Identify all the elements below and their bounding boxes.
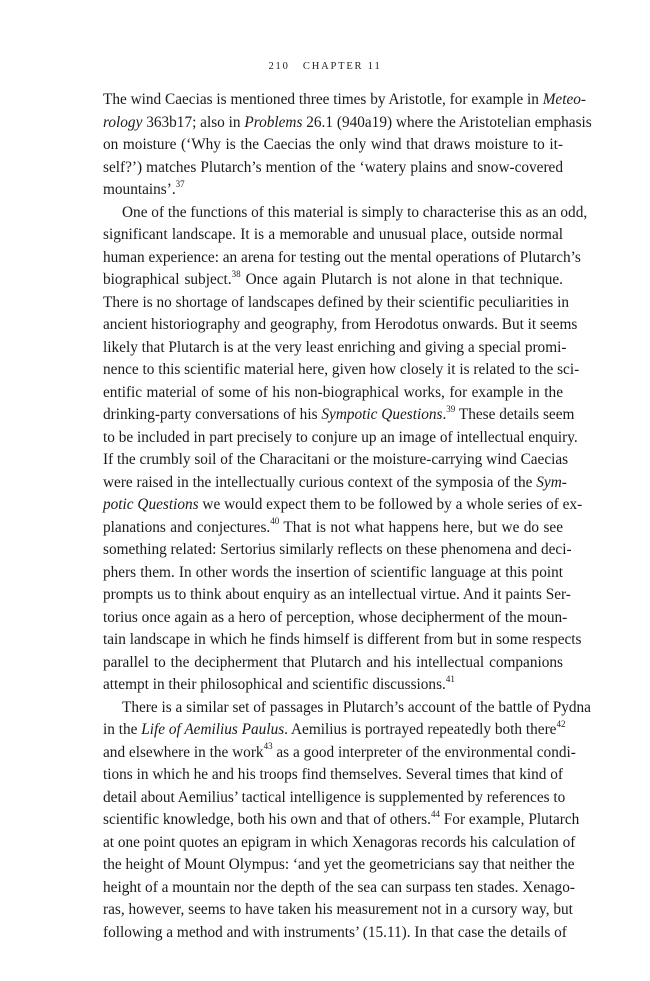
footnote-ref: 38 — [231, 268, 241, 279]
text-segment: human experience: an arena for testing out the mental operations of Plutarch’s — [103, 248, 581, 266]
text-segment: mountains’. — [103, 181, 176, 198]
italic-text: Problems — [244, 113, 303, 131]
text-segment: tain landscape in which he finds himself is different from but in some respects — [103, 631, 582, 648]
italic-text: Sym- — [536, 473, 567, 491]
text-line — [103, 764, 563, 787]
footnote-ref: 41 — [445, 673, 455, 684]
text-segment: to be included in part precisely to conjure up an image of intellectual enquiry. — [103, 428, 578, 446]
text-segment: we would expect them to be followed by a whole series of ex- — [198, 496, 583, 513]
text-segment: and elsewhere in the work — [103, 743, 264, 761]
text-segment: If the crumbly soil of the Characitani or the moisture-carrying wind Caecias — [103, 451, 569, 468]
text-segment: attempt in their philosophical and scientific discussions. — [103, 676, 446, 693]
footnote-ref: 37 — [175, 178, 185, 189]
text-segment: nence to this scientific material here, given how closely it is related to the sci- — [103, 361, 580, 378]
text-line — [103, 157, 563, 180]
text-segment: phers them. In other words the insertion of scientific language at this point — [103, 563, 563, 581]
page-number: 210 — [268, 61, 290, 72]
text-line — [103, 202, 588, 225]
text-segment: The wind Caecias is mentioned three times by Aristotle, for example in — [103, 91, 543, 108]
body-text — [103, 89, 592, 944]
text-segment: prompts us to think about enquiry as an intellectual virtue. And it paints Ser- — [103, 586, 571, 603]
text-line — [103, 112, 592, 135]
footnote-ref: 40 — [270, 516, 280, 527]
text-line — [103, 922, 567, 945]
text-line — [103, 854, 575, 877]
text-segment: There is no shortage of landscapes defined by their scientific peculiarities in — [103, 293, 569, 311]
text-line — [103, 899, 573, 922]
text-segment: on moisture (‘Why is the Caecias the only wind that draws moisture to it- — [103, 136, 563, 153]
text-segment: torius once again as a hero of perception, whose decipherment of the moun- — [103, 608, 568, 626]
text-segment: For example, Plutarch — [439, 811, 580, 828]
text-line — [103, 539, 572, 562]
text-line — [103, 403, 575, 427]
text-line — [103, 382, 563, 405]
footnote-ref: 39 — [446, 403, 456, 414]
text-segment: the height of Mount Olympus: ‘and yet the geometricians say that neither the — [103, 856, 575, 873]
text-line — [103, 472, 567, 495]
text-line — [103, 718, 566, 742]
text-line — [103, 607, 568, 630]
text-line — [103, 224, 563, 247]
text-line — [103, 697, 591, 720]
text-line — [103, 517, 563, 540]
text-segment: 363b17; also in — [142, 113, 245, 131]
text-segment: ras, however, seems to have taken his measurement not in a cursory way, but — [103, 901, 573, 918]
italic-text: rology — [103, 113, 143, 131]
text-line — [103, 134, 563, 157]
text-segment: drinking-party conversations of his — [103, 406, 322, 423]
text-segment: One of the functions of this material is simply to characterise this as an odd, — [122, 203, 588, 221]
text-line — [103, 629, 582, 652]
text-line — [103, 314, 578, 337]
text-segment: in the — [103, 721, 142, 738]
text-line — [103, 741, 576, 765]
italic-text: Life of Aemilius Paulus — [141, 721, 285, 738]
text-line — [103, 359, 580, 382]
text-segment: That is not what happens here, but we do see — [279, 518, 563, 536]
text-segment: parallel to the decipherment that Plutarch and his intellectual companions — [103, 653, 563, 671]
italic-text: potic Questions — [103, 496, 199, 513]
text-line — [103, 584, 571, 607]
text-segment: scientific knowledge, both his own and that of others. — [103, 811, 431, 828]
text-segment: biographical subject. — [103, 271, 232, 288]
text-line — [103, 89, 587, 112]
footnote-ref: 43 — [263, 741, 273, 752]
text-segment: likely that Plutarch is at the very least enriching and giving a special promi- — [103, 338, 567, 356]
text-line — [103, 449, 569, 472]
footnote-ref: 42 — [556, 718, 566, 729]
text-segment: height of a mountain nor the depth of the sea can surpass ten stades. Xenago- — [103, 878, 575, 896]
text-line — [103, 562, 563, 585]
text-segment: tions in which he and his troops find themselves. Several times that kind of — [103, 766, 563, 783]
text-line — [103, 674, 563, 697]
running-header — [0, 61, 650, 72]
text-line — [103, 427, 578, 450]
italic-text: Meteo- — [542, 91, 587, 108]
text-segment: 26.1 (940a19) where the Aristotelian emphasis — [302, 113, 592, 131]
text-segment: detail about Aemilius’ tactical intelligence is supplemented by references to — [103, 788, 566, 806]
text-line — [103, 808, 580, 832]
text-line — [103, 179, 563, 202]
text-line — [103, 494, 583, 517]
text-segment: self?’) matches Plutarch’s mention of the ‘watery plains and snow-covered — [103, 158, 563, 176]
text-segment: There is a similar set of passages in Plutarch’s account of the battle of Pydna — [122, 698, 591, 716]
text-line — [103, 247, 581, 270]
text-segment: . Aemilius is portrayed repeatedly both there — [284, 721, 557, 738]
text-line — [103, 877, 575, 900]
text-segment: planations and conjectures. — [103, 518, 271, 536]
text-segment: Once again Plutarch is not alone in that technique. — [240, 271, 563, 288]
text-segment: significant landscape. It is a memorable and unusual place, outside normal — [103, 226, 563, 243]
footnote-ref: 44 — [430, 808, 440, 819]
text-segment: as a good interpreter of the environmental condi- — [272, 743, 576, 761]
text-segment: were raised in the intellectually curious context of the symposia of the — [103, 473, 537, 491]
text-segment: entific material of some of his non-biographical works, for example in the — [103, 383, 563, 401]
chapter-label: CHAPTER 11 — [302, 61, 382, 72]
text-line — [103, 787, 566, 810]
text-segment: following a method and with instruments’ (15.11). In that case the details of — [103, 923, 567, 941]
text-segment: . — [442, 406, 447, 423]
text-line — [103, 652, 563, 675]
text-segment: something related: Sertorius similarly reflects on these phenomena and deci- — [103, 541, 572, 558]
text-line — [103, 269, 563, 292]
text-line — [103, 832, 576, 855]
italic-text: Sympotic Questions — [321, 406, 443, 423]
text-line — [103, 292, 569, 315]
text-segment: These details seem — [455, 406, 575, 423]
text-segment: at one point quotes an epigram in which Xenagoras records his calculation of — [103, 833, 576, 851]
text-line — [103, 337, 567, 360]
text-segment: ancient historiography and geography, from Herodotus onwards. But it seems — [103, 316, 578, 333]
